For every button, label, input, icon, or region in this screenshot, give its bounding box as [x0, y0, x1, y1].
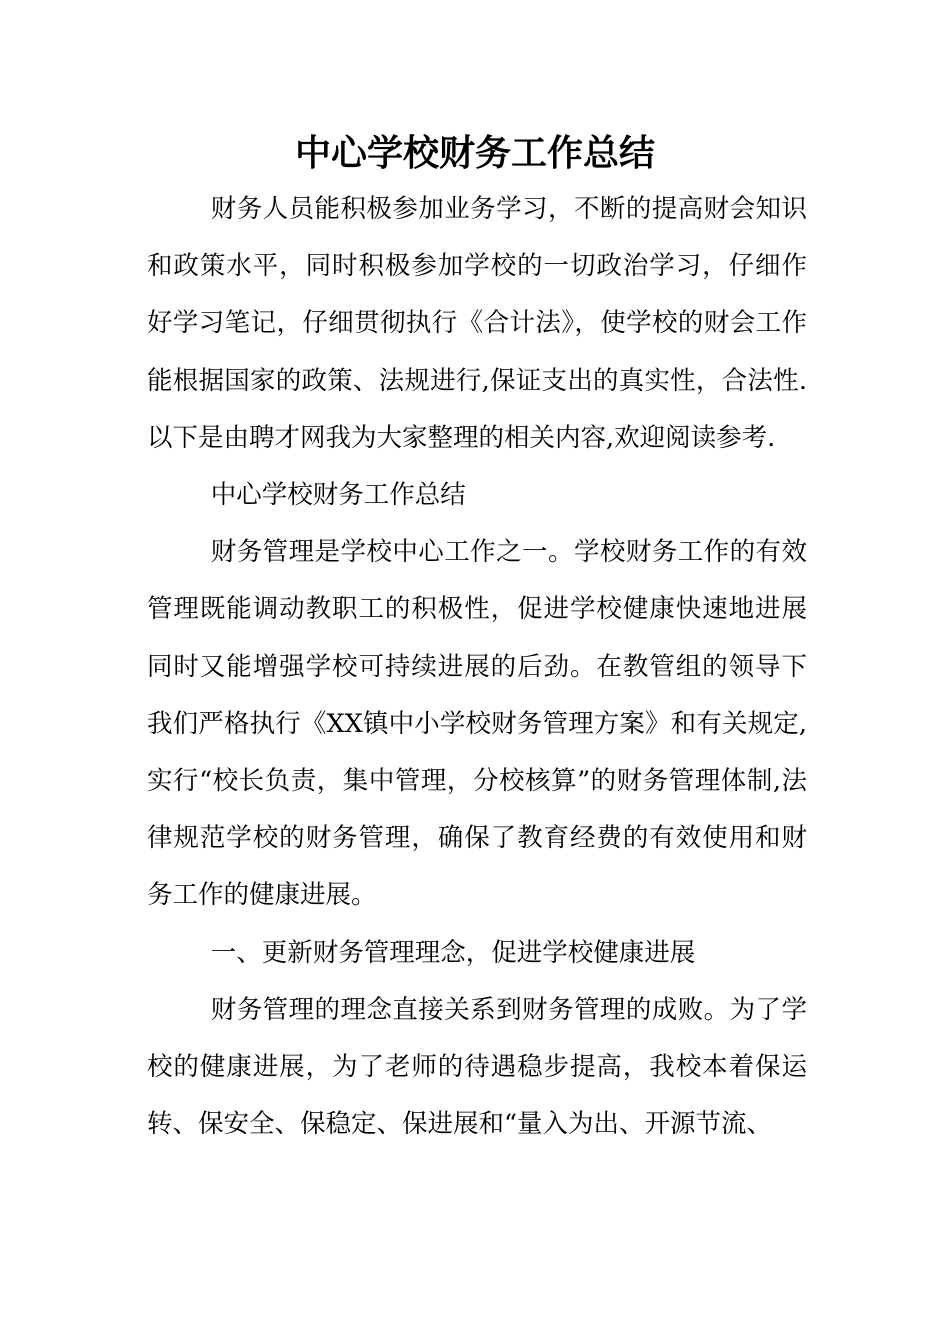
- paragraph-intro: 财务人员能积极参加业务学习，不断的提高财会知识和政策水平，同时积极参加学校的一切政治学习，仔细作好学习笔记，仔细贯彻执行《合计法》，使学校的财会工作能根据国家的政策、法规进行,保证支出的真实性，合法性.以下是由聘才网我为大家整理的相关内容,欢迎阅读参考.: [147, 194, 807, 453]
- document-title: 中心学校财务工作总结: [294, 132, 655, 174]
- document-body: [147, 181, 807, 1153]
- paragraph-finance-overview: 财务管理是学校中心工作之一。学校财务工作的有效管理既能调动教职工的积极性，促进学校健康快速地进展同时又能增强学校可持续进展的后劲。在教管组的领导下我们严格执行《XX镇中小学校财务管理方案》和有关规定,实行“校长负责，集中管理，分校核算”的财务管理体制,法律规范学校的财务管理，确保了教育经费的有效使用和财务工作的健康进展。: [147, 537, 807, 911]
- paragraph-finance-philosophy: 财务管理的理念直接关系到财务管理的成败。为了学校的健康进展，为了老师的待遇稳步提高，我校本着保运转、保安全、保稳定、保进展和“量入为出、开源节流、: [147, 994, 807, 1140]
- section-heading-1: 一、更新财务管理理念，促进学校健康进展: [210, 937, 696, 968]
- paragraph-subtitle: 中心学校财务工作总结: [210, 480, 466, 511]
